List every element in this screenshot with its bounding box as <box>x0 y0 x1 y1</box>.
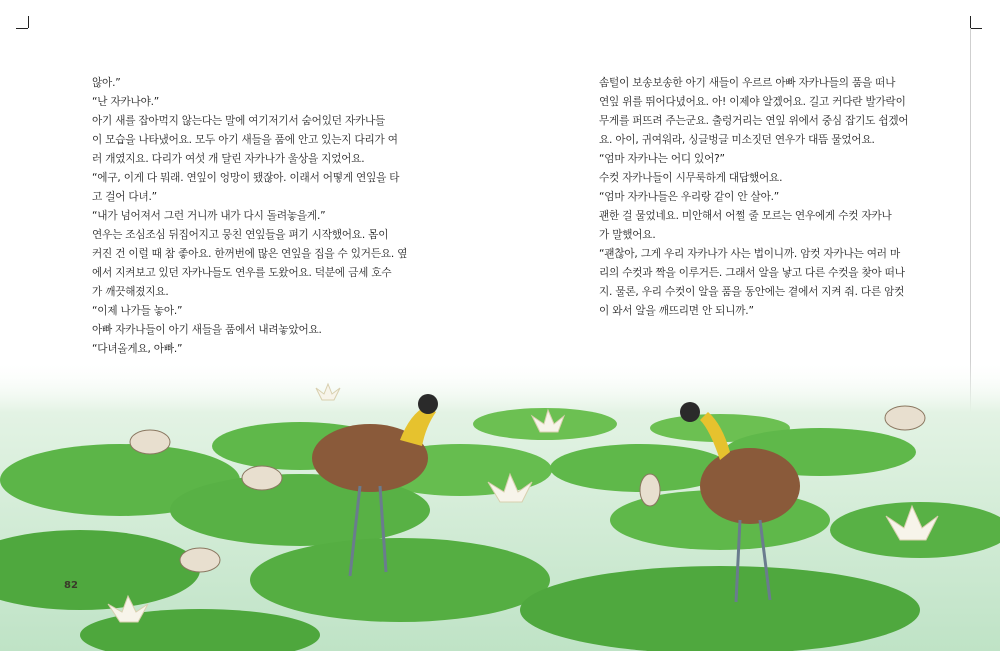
text-line: “이제 나가들 놓아.” <box>92 305 183 317</box>
chick <box>640 474 660 506</box>
chick <box>885 406 925 430</box>
text-line: “에구, 이게 다 뭐래. 연잎이 엉망이 됐잖아. 이래서 어떻게 연잎을 타 <box>92 172 400 184</box>
text-line: 리의 수컷과 짝을 이루거든. 그래서 알을 낳고 다른 수컷을 찾아 떠나 <box>599 267 905 279</box>
text-line: 연잎 위를 뛰어다녔어요. 아! 이제야 알겠어요. 길고 커다란 발가락이 <box>599 96 906 108</box>
text-line: “엄마 자카나는 어디 있어?” <box>599 153 725 165</box>
crop-mark-right-vertical <box>970 16 971 28</box>
text-line: 아기 새를 잡아먹지 않는다는 말에 여기저기서 숨어있던 자카나들 <box>92 115 386 127</box>
text-line: 가 말했어요. <box>599 229 656 241</box>
text-line: 고 걸어 다녀.” <box>92 191 157 203</box>
right-text-column <box>599 74 951 321</box>
jacana-head <box>418 394 438 414</box>
text-line: 가 깨끗해졌지요. <box>92 286 169 298</box>
crop-mark-left-vertical <box>28 16 29 28</box>
text-line: 않아.” <box>92 77 121 89</box>
chick <box>130 430 170 454</box>
page-number: 82 <box>64 580 78 591</box>
text-line: 솜털이 보송보송한 아기 새들이 우르르 아빠 자카나들의 품을 떠나 <box>599 77 896 89</box>
text-line: 무게를 퍼뜨려 주는군요. 출렁거리는 연잎 위에서 중심 잡기도 쉽겠어 <box>599 115 909 127</box>
text-line: “엄마 자카나들은 우리랑 같이 안 살아.” <box>599 191 780 203</box>
text-line: 괜한 걸 물었네요. 미안해서 어쩔 줄 모르는 연우에게 수컷 자카나 <box>599 210 892 222</box>
crop-mark-right-horizontal <box>970 28 982 29</box>
text-line: “다녀올게요, 아빠.” <box>92 343 183 355</box>
jacana-body <box>700 448 800 524</box>
text-line: “괜찮아, 그게 우리 자카나가 사는 법이니까. 암컷 자카나는 여러 마 <box>599 248 901 260</box>
text-line: 아빠 자카나들이 아기 새들을 품에서 내려놓았어요. <box>92 324 322 336</box>
chick <box>242 466 282 490</box>
text-line: 연우는 조심조심 뒤집어지고 뭉친 연잎들을 펴기 시작했어요. 몸이 <box>92 229 389 241</box>
left-text-column <box>92 74 472 359</box>
text-line: 요. 아이, 귀여워라, 싱글벙글 미소짓던 연우가 대뜸 물었어요. <box>599 134 875 146</box>
text-line: “내가 넘어져서 그런 거니까 내가 다시 돌려놓을게.” <box>92 210 326 222</box>
lily-pad <box>520 566 920 651</box>
text-line: 에서 지켜보고 있던 자카나들도 연우를 도왔어요. 덕분에 금세 호수 <box>92 267 392 279</box>
jacana-head <box>680 402 700 422</box>
text-line: 커진 건 이럴 때 참 좋아요. 한꺼번에 많은 연잎을 집을 수 있거든요. 옆 <box>92 248 408 260</box>
text-line: 수컷 자카나들이 시무룩하게 대답했어요. <box>599 172 783 184</box>
text-line: 이 와서 알을 깨뜨리면 안 되니까.” <box>599 305 754 317</box>
crop-mark-left-horizontal <box>16 28 28 29</box>
text-line: “난 자카나야.” <box>92 96 160 108</box>
text-line: 이 모습을 나타냈어요. 모두 아기 새들을 품에 안고 있는지 다리가 여 <box>92 134 398 146</box>
lily-pond-illustration <box>0 360 1000 651</box>
chick <box>180 548 220 572</box>
text-line: 지. 물론, 우리 수컷이 알을 품을 동안에는 곁에서 지켜 줘. 다른 암컷 <box>599 286 905 298</box>
lily-pad <box>250 538 550 622</box>
text-line: 러 개였지요. 다리가 여섯 개 달린 자카나가 울상을 지었어요. <box>92 153 365 165</box>
